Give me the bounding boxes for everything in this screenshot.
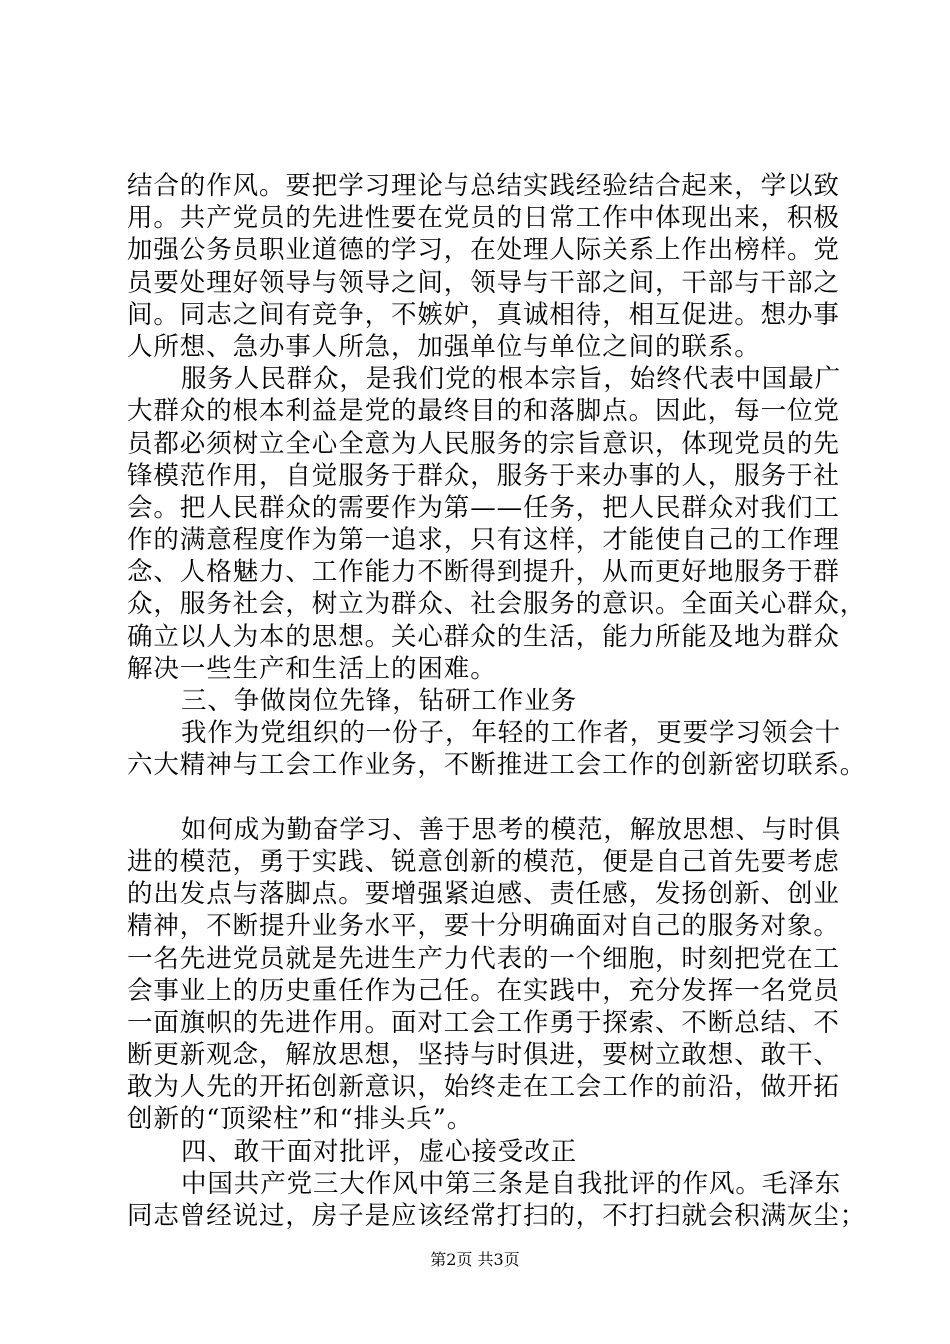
text-line: 六大精神与工会工作业务，不断推进工会工作的创新密切联系。 — [127, 750, 867, 781]
paragraph-start: 如何成为勤奋学习、善于思考的模范，解放思想、与时俱 — [181, 814, 842, 845]
text-line: 精神，不断提升业务水平，要十分明确面对自己的服务对象。 — [127, 911, 840, 942]
text-line: 结合的作风。要把学习理论与总结实践经验结合起来，学以致 — [127, 171, 840, 201]
section-heading: 四、敢干面对批评，虚心接受改正 — [181, 1136, 578, 1167]
page-number-footer: 第2页 共3页 — [430, 1250, 520, 1269]
text-line: 创新的“顶梁柱”和“排头兵”。 — [127, 1104, 474, 1135]
text-line: 的出发点与落脚点。要增强紧迫感、责任感，发扬创新、创业 — [127, 879, 840, 910]
blank-line — [127, 782, 837, 814]
paragraph-start: 我作为党组织的一份子，年轻的工作者，更要学习领会十 — [181, 718, 842, 749]
paragraph-start: 服务人民群众，是我们党的根本宗旨，始终代表中国最广 — [181, 364, 842, 395]
text-line: 人所想、急办事人所急，加强单位与单位之间的联系。 — [127, 331, 761, 362]
text-line: 间。同志之间有竞争，不嫉妒，真诚相待，相互促进。想办事 — [127, 299, 840, 330]
text-line: 用。共产党员的先进性要在党员的日常工作中体现出来，积极 — [127, 203, 840, 234]
text-line: 一名先进党员就是先进生产力代表的一个细胞，时刻把党在工 — [127, 943, 840, 974]
text-line: 加强公务员职业道德的学习，在处理人际关系上作出榜样。党 — [127, 235, 840, 266]
text-line: 敢为人先的开拓创新意识，始终走在工会工作的前沿，做开拓 — [127, 1072, 840, 1103]
paragraph-start: 中国共产党三大作风中第三条是自我批评的作风。毛泽东 — [181, 1168, 842, 1199]
text-line: 会事业上的历史重任作为己任。在实践中，充分发挥一名党员 — [127, 975, 840, 1006]
text-line: 断更新观念，解放思想，坚持与时俱进，要树立敢想、敢干、 — [127, 1040, 840, 1071]
body-text — [127, 170, 867, 1232]
text-line: 念、人格魅力、工作能力不断得到提升，从而更好地服务于群 — [127, 557, 840, 588]
text-line: 大群众的根本利益是党的最终目的和落脚点。因此，每一位党 — [127, 396, 840, 427]
text-line: 同志曾经说过，房子是应该经常打扫的，不打扫就会积满灰尘； — [127, 1201, 867, 1231]
text-line: 作的满意程度作为第一追求，只有这样，才能使自己的工作理 — [127, 525, 840, 556]
text-line: 进的模范，勇于实践、锐意创新的模范，便是自己首先要考虑 — [127, 846, 840, 877]
text-line: 会。把人民群众的需要作为第——任务，把人民群众对我们工 — [127, 492, 840, 523]
text-line: 员都必须树立全心全意为人民服务的宗旨意识，体现党员的先 — [127, 428, 840, 459]
text-line: 一面旗帜的先进作用。面对工会工作勇于探索、不断总结、不 — [127, 1007, 840, 1038]
text-line: 解决一些生产和生活上的困难。 — [127, 653, 497, 684]
text-line: 确立以人为本的思想。关心群众的生活，能力所能及地为群众 — [127, 621, 840, 652]
text-line: 众，服务社会，树立为群众、社会服务的意识。全面关心群众， — [127, 589, 867, 620]
text-line: 员要处理好领导与领导之间，领导与干部之间，干部与干部之 — [127, 267, 840, 298]
text-line: 锋模范作用，自觉服务于群众，服务于来办事的人，服务于社 — [127, 460, 840, 491]
section-heading: 三、争做岗位先锋，钻研工作业务 — [181, 686, 578, 716]
